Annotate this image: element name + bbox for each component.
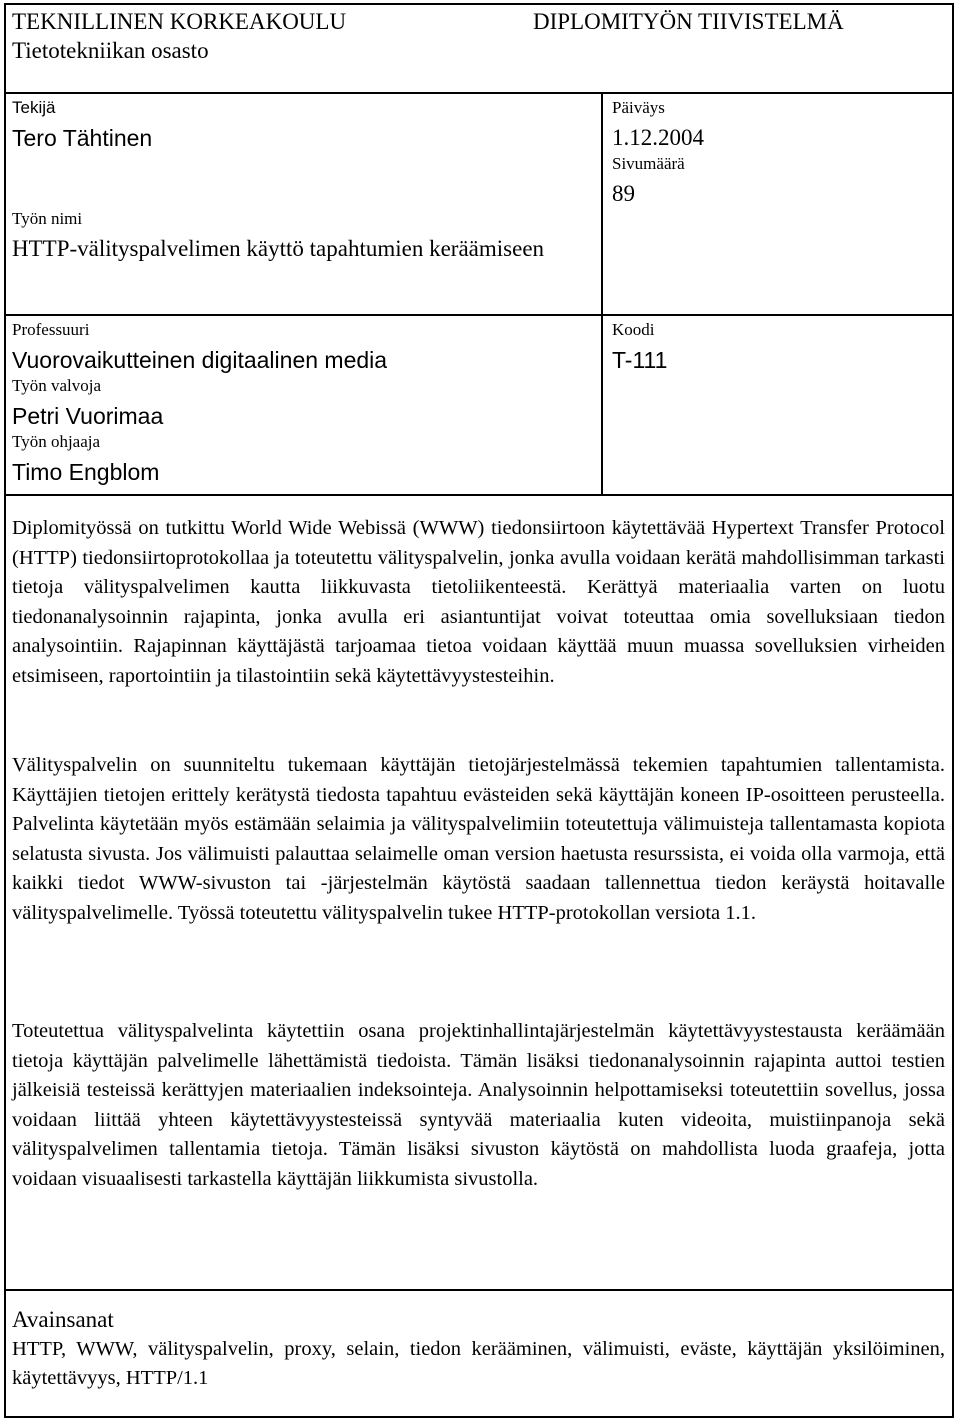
abstract-paragraph-2: Välityspalvelin on suunniteltu tukemaan käyttäjän tietojärjestelmässä tekemien tapahtumien tallentamista. Käyttäjien tietojen erittely kerätystä tiedosta tapahtuu evästeiden sekä käyttäjän koneen IP-osoitteen perusteella. Palvelinta käytetään myös estämään selaimia ja välityspalvelimiin toteutettuja välimuisteja tallentamasta kopiota selatusta sivusta. Jos välimuisti palauttaa selaimelle oman version haetusta resurssista, ei voida olla varmoja, että kaikki tiedot WWW-sivuston tai -järjestelmän käytöstä saadaan tallennettua tiedon keräystä hoitavalle välityspalvelimelle. Työssä toteutettu välityspalvelin tukee HTTP-protokollan versiota 1.1.	[12, 754, 945, 924]
university-name: TEKNILLINEN KORKEAKOULU	[12, 9, 347, 34]
date-label: Päiväys	[612, 98, 665, 117]
supervisor-label: Työn valvoja	[12, 376, 101, 395]
abstract-section	[6, 496, 952, 1291]
info-row	[6, 94, 952, 316]
keywords-label: Avainsanat	[12, 1307, 114, 1332]
department-name: Tietotekniikan osasto	[12, 38, 209, 63]
supervisor-value: Petri Vuorimaa	[12, 403, 164, 429]
document-type: DIPLOMITYÖN TIIVISTELMÄ	[533, 9, 844, 34]
keywords-section	[6, 1291, 952, 1416]
abstract-form	[4, 3, 954, 1418]
abstract-paragraph-1: Diplomityössä on tutkittu World Wide Webissä (WWW) tiedonsiirtoon käytettävää Hypertext Transfer Protocol (HTTP) tiedonsiirtoprotokollaa ja toteutettu välityspalvelin, jonka avulla voidaan kerätä mahdollisimman tarkasti tietoja välityspalvelimen kautta liikkuvasta tietoliikenteestä. Kerättyä materiaalia varten on luotu tiedonanalysoinnin rajapinta, jonka avulla eri asiantuntijat voivat toteuttaa omia sovelluksiaan tiedon analysointiin. Rajapinnan käyttäjästä tarjoamaa tietoa voidaan käyttää muun muassa sovelluksien virheiden etsimiseen, raportointiin ja tilastointiin sekä käytettävyystesteihin.	[12, 517, 945, 687]
instructor-value: Timo Engblom	[12, 459, 160, 485]
pages-value: 89	[612, 181, 635, 206]
column-divider	[601, 94, 603, 314]
professorship-value: Vuorovaikutteinen digitaalinen media	[12, 347, 388, 373]
thesis-title: HTTP-välityspalvelimen käyttö tapahtumien keräämiseen	[12, 236, 545, 261]
column-divider	[601, 316, 603, 494]
professorship-label: Professuuri	[12, 320, 90, 339]
pages-label: Sivumäärä	[612, 154, 685, 173]
title-label: Työn nimi	[12, 209, 83, 228]
code-value: T-111	[612, 347, 668, 373]
staff-row	[6, 316, 952, 496]
code-label: Koodi	[612, 320, 655, 339]
author-name: Tero Tähtinen	[12, 125, 153, 151]
keywords-list: HTTP, WWW, välityspalvelin, proxy, selain, tiedon kerääminen, välimuisti, eväste, käyttäjän yksilöiminen, käytettävyys, HTTP/1.1	[12, 1338, 945, 1389]
author-label: Tekijä	[12, 98, 56, 117]
date-value: 1.12.2004	[612, 125, 704, 150]
instructor-label: Työn ohjaaja	[12, 432, 101, 451]
header-row	[6, 5, 952, 94]
abstract-paragraph-3: Toteutettua välityspalvelinta käytettiin osana projektinhallintajärjestelmän käytettävyystestausta keräämään tietoja käyttäjän palvelimelle lähettämistä tiedoista. Tämän lisäksi tiedonanalysoinnin rajapinta auttoi testien jälkeisiä testeissä kerättyjen materiaalien indeksointeja. Analysoinnin helpottamiseksi toteutettiin sovellus, jossa voidaan liittää yhteen käytettävyystesteissä syntyvää materiaalia kuten videoita, muistiinpanoja sekä välityspalvelimen tallentamia tietoja. Tämän lisäksi sivuston käytöstä on mahdollista luoda graafeja, jotta voidaan visuaalisesti tarkastella käyttäjän liikkumista sivustolla.	[12, 1020, 945, 1190]
